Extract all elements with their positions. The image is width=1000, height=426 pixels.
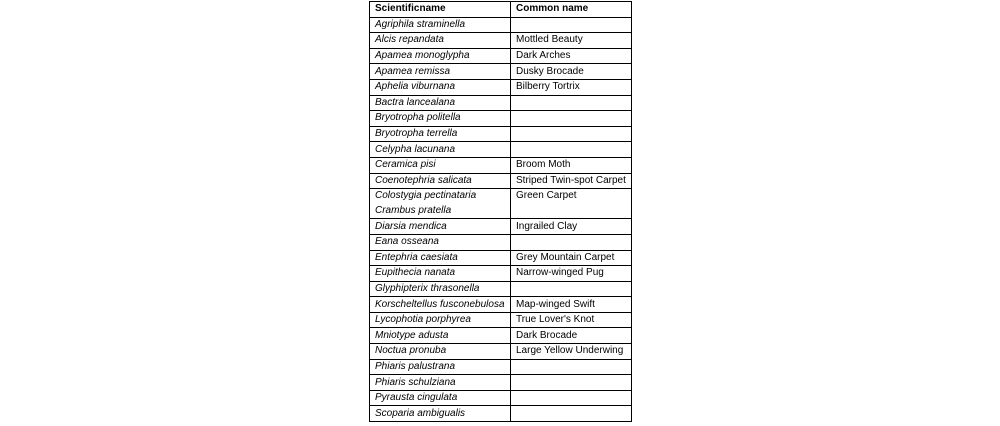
common-name-cell: Striped Twin-spot Carpet <box>511 173 632 189</box>
table-row <box>370 266 632 282</box>
common-name-cell: Ingrailed Clay <box>511 219 632 235</box>
common-name-cell <box>511 126 632 142</box>
table-row <box>370 281 632 297</box>
table-row <box>370 79 632 95</box>
common-name-cell <box>511 17 632 33</box>
scientific-name-cell: Apamea remissa <box>370 64 511 80</box>
scientific-name-cell: Coenotephria salicata <box>370 173 511 189</box>
common-name-cell: Map-winged Swift <box>511 297 632 313</box>
header-common-name: Common name <box>511 2 632 18</box>
scientific-name-cell: Crambus pratella <box>370 204 511 219</box>
scientific-name-cell: Pyrausta cingulata <box>370 390 511 406</box>
table-row <box>370 189 632 204</box>
table-row <box>370 406 632 422</box>
table-row <box>370 375 632 391</box>
scientific-name-cell: Ceramica pisi <box>370 157 511 173</box>
table-row <box>370 344 632 360</box>
scientific-name-cell: Agriphila straminella <box>370 17 511 33</box>
table-row <box>370 219 632 235</box>
common-name-cell: Mottled Beauty <box>511 33 632 49</box>
scientific-name-cell: Celypha lacunana <box>370 142 511 158</box>
table-row <box>370 312 632 328</box>
scientific-name-cell: Bactra lancealana <box>370 95 511 111</box>
common-name-cell: Broom Moth <box>511 157 632 173</box>
table-row <box>370 390 632 406</box>
scientific-name-cell: Phiaris palustrana <box>370 359 511 375</box>
common-name-cell <box>511 359 632 375</box>
scientific-name-cell: Diarsia mendica <box>370 219 511 235</box>
scientific-name-cell: Alcis repandata <box>370 33 511 49</box>
common-name-cell: Green Carpet <box>511 189 632 219</box>
table-row <box>370 234 632 250</box>
common-name-cell: Dusky Brocade <box>511 64 632 80</box>
common-name-cell <box>511 375 632 391</box>
common-name-cell: Narrow-winged Pug <box>511 266 632 282</box>
scientific-name-cell: Glyphipterix thrasonella <box>370 281 511 297</box>
scientific-name-cell: Bryotropha terrella <box>370 126 511 142</box>
common-name-cell <box>511 234 632 250</box>
scientific-name-cell: Eupithecia nanata <box>370 266 511 282</box>
table-row <box>370 359 632 375</box>
scientific-name-cell: Entephria caesiata <box>370 250 511 266</box>
table-body <box>370 17 632 421</box>
header-scientific-name: Scientificname <box>370 2 511 18</box>
scientific-name-cell: Phiaris schulziana <box>370 375 511 391</box>
scientific-name-cell: Colostygia pectinataria <box>370 189 511 204</box>
common-name-cell: Bilberry Tortrix <box>511 79 632 95</box>
table-row <box>370 48 632 64</box>
common-name-cell: Dark Brocade <box>511 328 632 344</box>
table-row <box>370 33 632 49</box>
scientific-name-cell: Eana osseana <box>370 234 511 250</box>
header-row <box>370 2 632 18</box>
common-name-cell: Large Yellow Underwing <box>511 344 632 360</box>
common-name-cell: True Lover's Knot <box>511 312 632 328</box>
table-row <box>370 142 632 158</box>
common-name-cell <box>511 406 632 422</box>
common-name-cell <box>511 390 632 406</box>
table-row <box>370 328 632 344</box>
scientific-name-cell: Apamea monoglypha <box>370 48 511 64</box>
scientific-name-cell: Aphelia viburnana <box>370 79 511 95</box>
table-row <box>370 250 632 266</box>
table-row <box>370 297 632 313</box>
common-name-cell <box>511 281 632 297</box>
table-row <box>370 173 632 189</box>
common-name-cell <box>511 95 632 111</box>
species-table <box>369 1 632 422</box>
scientific-name-cell: Lycophotia porphyrea <box>370 312 511 328</box>
common-name-cell: Dark Arches <box>511 48 632 64</box>
common-name-cell <box>511 142 632 158</box>
table-row <box>370 64 632 80</box>
scientific-name-cell: Korscheltellus fusconebulosa <box>370 297 511 313</box>
table-row <box>370 126 632 142</box>
scientific-name-cell: Noctua pronuba <box>370 344 511 360</box>
common-name-cell <box>511 111 632 127</box>
common-name-cell: Grey Mountain Carpet <box>511 250 632 266</box>
table-row <box>370 17 632 33</box>
table-row <box>370 111 632 127</box>
table-row <box>370 157 632 173</box>
scientific-name-cell: Scoparia ambigualis <box>370 406 511 422</box>
scientific-name-cell: Bryotropha politella <box>370 111 511 127</box>
scientific-name-cell: Mniotype adusta <box>370 328 511 344</box>
table-row <box>370 95 632 111</box>
